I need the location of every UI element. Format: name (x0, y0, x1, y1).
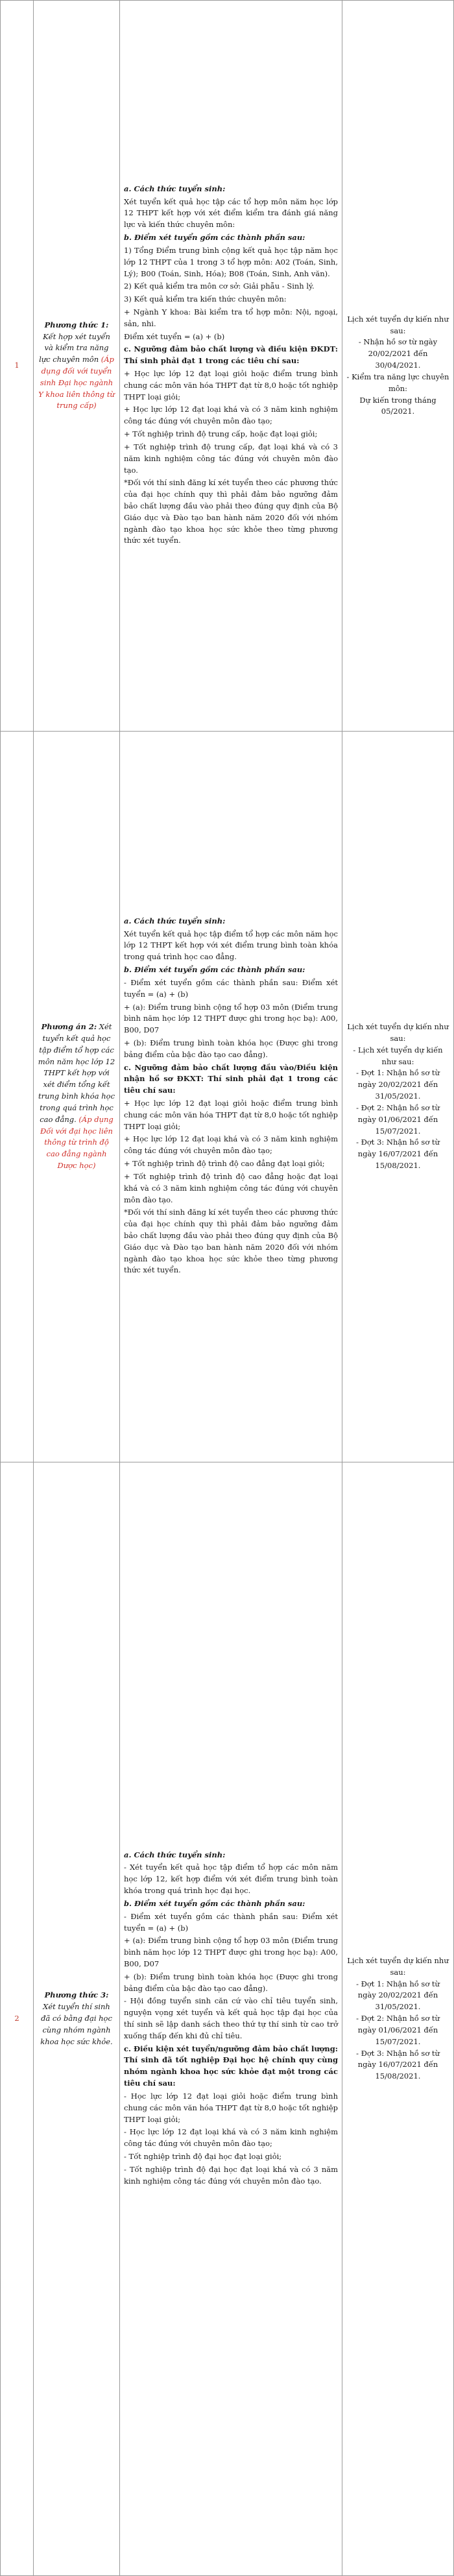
content-line: - Hội đồng tuyển sinh căn cứ vào chỉ tiêu tuyển sinh, nguyện vọng xét tuyển và kết quả học tập đại học của thí sinh sẽ lập danh sách theo thứ tự thí sinh từ cao trở xuống thấp đến khi đủ chỉ tiêu. (124, 1996, 338, 2040)
schedule-cell (342, 1462, 454, 2576)
content-line: + Tốt nghiệp trình độ trình độ cao đẳng đạt loại giỏi; (124, 1159, 325, 1169)
content-line: + Ngành Y khoa: Bài kiểm tra tổ hợp môn: Nội, ngoại, sản, nhi. (124, 307, 338, 328)
content-line: a. Cách thức tuyển sinh: (124, 184, 226, 193)
content-line: c. Ngưỡng đảm bảo chất lượng và điều kiện ĐKDT: Thí sinh phải đạt 1 trong các tiêu chí sau: (124, 344, 338, 366)
content-line: 3) Kết quả kiểm tra kiến thức chuyên môn: (124, 294, 287, 304)
content-line: 2) Kết quả kiểm tra môn cơ sở: Giải phẫu - Sinh lý. (124, 281, 315, 291)
row-number: 1 (1, 1, 34, 732)
content-line: + Tốt nghiệp trình độ trình độ cao đẳng hoặc đạt loại khá và có 3 năm kinh nghiệm công tác đúng với chuyên môn đào tạo. (124, 1171, 338, 1204)
content-line: - Tốt nghiệp trình độ đại học đạt loại giỏi; (124, 2151, 282, 2161)
table-row (1, 1462, 454, 2576)
content-line: + (b): Điểm trung bình toàn khóa học (Được ghi trong bảng điểm của bậc đào tạo cao đẳng). (124, 1038, 338, 1059)
row-number (1, 732, 34, 1462)
schedule-line: - Đợt 3: Nhận hồ sơ từ ngày 16/07/2021 đến 15/08/2021. (356, 1138, 440, 1170)
content-line: Xét tuyển kết quả học tập điểm tổ hợp các môn năm học lớp 12 THPT kết hợp với xét điểm trung bình toàn khóa trong quá trình học cao đẳng. (124, 929, 338, 962)
content-line: + Học lực lớp 12 đạt loại giỏi hoặc điểm trung bình chung các môn văn hóa THPT đạt từ 8,0 hoặc tốt nghiệp THPT loại giỏi; (124, 369, 338, 401)
schedule-line: Dự kiến trong tháng 05/2021. (359, 395, 436, 416)
content-line: - Điểm xét tuyển gồm các thành phần sau: Điểm xét tuyển = (a) + (b) (124, 977, 338, 999)
method-cell (34, 1, 120, 732)
content-line: - Học lực lớp 12 đạt loại khá và có 3 năm kinh nghiệm công tác đúng với chuyên môn đào tạo; (124, 2127, 338, 2149)
schedule-line: - Đợt 3: Nhận hồ sơ từ ngày 16/07/2021 đến 15/08/2021. (356, 2048, 440, 2081)
content-line: c. Điều kiện xét tuyển/ngưỡng đảm bảo chất lượng: Thí sinh đã tốt nghiệp Đại học hệ chính quy cùng nhóm ngành khoa học sức khỏe đạt một trong các tiêu chí sau: (124, 2044, 338, 2088)
content-line: - Xét tuyển kết quả học tập điểm tổ hợp các môn năm học lớp 12, kết hợp điểm với xét điểm trung bình toàn khóa trong quá trình học đại học. (124, 1863, 338, 1896)
method-cell (34, 1462, 120, 2576)
content-line: - Tốt nghiệp trình độ đại học đạt loại khá và có 3 năm kinh nghiệm công tác đúng với chuyên môn đào tạo. (124, 2164, 338, 2186)
content-line: b. Điểm xét tuyển gồm các thành phần sau: (124, 965, 305, 975)
content-line: b. Điểm xét tuyển gồm các thành phần sau: (124, 233, 305, 243)
table-row (1, 732, 454, 1462)
method-title: Phương án 2: (41, 1022, 97, 1032)
table-row (1, 1, 454, 732)
content-line: + Học lực lớp 12 đạt loại giỏi hoặc điểm trung bình chung các môn văn hóa THPT đạt từ 8,0 hoặc tốt nghiệp THPT loại giỏi; (124, 1099, 338, 1131)
content-line: *Đối với thí sinh đăng kí xét tuyển theo các phương thức của đại học chính quy thì phải đảm bảo ngưỡng đảm bảo chất lượng đầu vào phải theo đúng quy định của Bộ Giáo dục và Đào tạo ban hành năm 2020 đối với nhóm ngành đào tạo khoa học sức khỏe theo từng phương thức xét tuyển. (124, 478, 338, 545)
schedule-line: - Nhận hồ sơ từ ngày 20/02/2021 đến 30/04/2021. (358, 337, 438, 370)
schedule-line: - Đợt 1: Nhận hồ sơ từ ngày 20/02/2021 đến 31/05/2021. (356, 1068, 440, 1101)
content-line: + Tốt nghiệp trình độ trung cấp, đạt loại khá và có 3 năm kinh nghiệm công tác đúng với chuyên môn đào tạo. (124, 442, 338, 475)
method-description: Xét tuyển kết quả học tập điểm tổ hợp các môn năm học lớp 12 THPT kết hợp với xét điểm tổng kết trung bình khóa học trong quá trình học cao đẳng. (38, 1022, 115, 1124)
content-line: 1) Tổng Điểm trung bình cộng kết quả học tập năm học lớp 12 THPT của 1 trong 3 tổ hợp môn: A02 (Toán, Sinh, Lý); B00 (Toán, Sinh, Hóa); B08 (Toán, Sinh, Anh văn). (124, 245, 338, 278)
content-line: + (a): Điểm trung bình cộng tổ hợp 03 môn (Điểm trung bình năm học lớp 12 THPT được ghi trong học bạ): A00, B00, D07 (124, 1936, 338, 1968)
method-description: Kết hợp xét tuyển và kiểm tra năng lực chuyên môn (39, 331, 110, 364)
schedule-line: - Đợt 2: Nhận hồ sơ từ ngày 01/06/2021 đến 15/07/2021. (356, 1103, 440, 1136)
schedule-cell (342, 732, 454, 1462)
method-title: Phương thức 1: (44, 320, 109, 329)
method-title: Phương thức 3: (44, 1990, 109, 2000)
content-line: + Tốt nghiệp trình độ trung cấp, hoặc đạt loại giỏi; (124, 429, 318, 439)
schedule-line: Lịch xét tuyển dự kiến như sau: (347, 1956, 449, 1977)
method-note: (Áp dụng Đối với đại học liên thông từ trình độ cao đẳng ngành Dược học) (40, 1114, 114, 1170)
method-description: Xét tuyển thí sinh đã có bằng đại học cùng nhóm ngành khoa học sức khỏe. (40, 2002, 113, 2046)
content-cell (120, 732, 342, 1462)
content-line: a. Cách thức tuyển sinh: (124, 916, 226, 925)
method-cell (34, 732, 120, 1462)
content-line: + (b): Điểm trung bình toàn khóa học (Được ghi trong bảng điểm của bậc đào tạo cao đẳng). (124, 1972, 338, 1993)
content-line: + Học lực lớp 12 đạt loại khá và có 3 năm kinh nghiệm công tác đúng với chuyên môn đào tạo; (124, 405, 338, 426)
content-line: b. Điểm xét tuyển gồm các thành phần sau: (124, 1898, 305, 1908)
content-line: Điểm xét tuyển = (a) + (b) (124, 331, 225, 341)
content-line: - Điểm xét tuyển gồm các thành phần sau: Điểm xét tuyển = (a) + (b) (124, 1911, 338, 1933)
schedule-line: Lịch xét tuyển dự kiến như sau: (347, 314, 449, 335)
content-line: - Học lực lớp 12 đạt loại giỏi hoặc điểm trung bình chung các môn văn hóa THPT đạt từ 8,0 hoặc tốt nghiệp THPT loại giỏi; (124, 2091, 338, 2124)
content-cell (120, 1462, 342, 2576)
content-line: c. Ngưỡng đảm bảo chất lượng đầu vào/Điều kiện nhận hồ sơ ĐKXT: Thí sinh phải đạt 1 trong các tiêu chí sau: (124, 1062, 338, 1095)
content-line: + (a): Điểm trung bình cộng tổ hợp 03 môn (Điểm trung bình năm học lớp 12 THPT được ghi trong học bạ): A00, B00, D07 (124, 1002, 338, 1035)
method-note: (Áp dụng đối với tuyển sinh Đại học ngành Y khoa liên thông từ trung cấp) (38, 355, 115, 411)
schedule-line: - Lịch xét tuyển dự kiến như sau: (353, 1045, 443, 1066)
content-line: *Đối với thí sinh đăng kí xét tuyển theo các phương thức của đại học chính quy thì phải đảm bảo ngưỡng đảm bảo chất lượng đầu vào phải theo đúng quy định của Bộ Giáo dục và Đào tạo ban hành năm 2020 đối với nhóm ngành đào tạo khoa học sức khỏe theo từng phương thức xét tuyển. (124, 1208, 338, 1275)
schedule-line: Lịch xét tuyển dự kiến như sau: (347, 1022, 449, 1044)
content-line: Xét tuyển kết quả học tập các tổ hợp môn năm học lớp 12 THPT kết hợp với xét điểm kiểm tra đánh giá năng lực và kiến thức chuyên môn: (124, 197, 338, 230)
schedule-line: - Kiểm tra năng lực chuyên môn: (346, 372, 449, 393)
schedule-line: - Đợt 1: Nhận hồ sơ từ ngày 20/02/2021 đến 31/05/2021. (356, 1979, 440, 2012)
schedule-cell (342, 1, 454, 732)
content-line: a. Cách thức tuyển sinh: (124, 1850, 226, 1859)
content-line: + Học lực lớp 12 đạt loại khá và có 3 năm kinh nghiệm công tác đúng với chuyên môn đào tạo; (124, 1134, 338, 1156)
row-number: 2 (1, 1462, 34, 2576)
schedule-line: - Đợt 2: Nhận hồ sơ từ ngày 01/06/2021 đến 15/07/2021. (356, 2014, 440, 2046)
content-cell (120, 1, 342, 732)
